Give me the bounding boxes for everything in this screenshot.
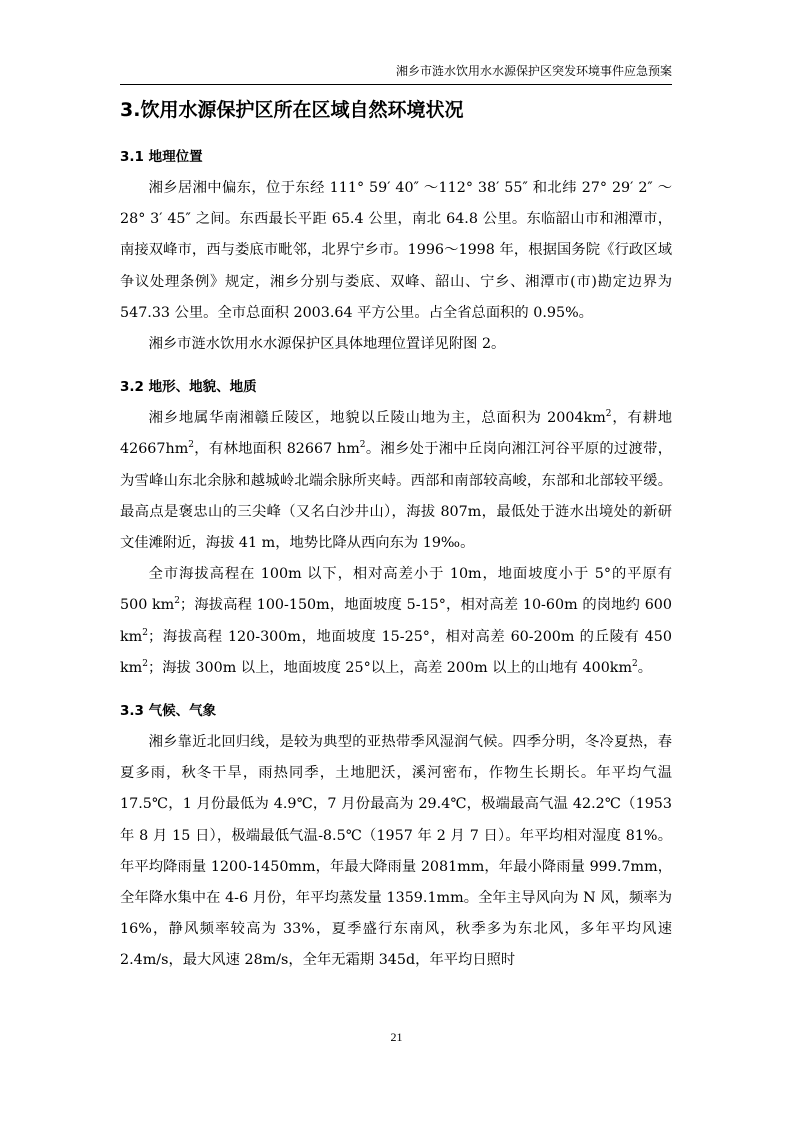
text-run: ；海拔 300m 以上，地面坡度 25°以上，高差 200m 以上的山地有 400km <box>147 659 633 676</box>
text-run: ；海拔高程 120-300m，地面坡度 15-25°，相对高差 60-200m 的丘陵有 450 km <box>120 628 672 676</box>
superscript: 2 <box>174 596 180 607</box>
section-heading-3-2: 3.2 地形、地貌、地质 <box>120 379 257 396</box>
paragraph-climate: 湘乡靠近北回归线，是较为典型的亚热带季风湿润气候。四季分明，冬冷夏热，春夏多雨，秋冬干旱，雨热同季，土地肥沃，溪河密布，作物生长期长。年平均气温 17.5℃，1 月份最低为 4.9℃，7 月份最高为 29.4℃，极端最高气温 42.2℃（1953 年 8 月 15 日），极端最低气温-8.5℃（1957 年 2 月 7 日）。年平均相对湿度 81%。年平均降雨量 1200-1450mm，年最大降雨量 2081mm，年最小降雨量 999.7mm，全年降水集中在 4-6 月份，年平均蒸发量 1359.1mm。全年主导风向为 N 风，频率为 16%，静风频率较高为 33%，夏季盛行东南风，秋季多为东北风，多年平均风速 2.4m/s，最大风速 28m/s，全年无霜期 345d，年平均日照时 <box>120 734 672 969</box>
superscript: 2 <box>142 659 148 670</box>
page-number: 21 <box>390 1030 403 1044</box>
text-run: ，有林地面积 82667 hm <box>193 441 360 458</box>
header-rule <box>120 84 672 85</box>
section-heading-3-3: 3.3 气候、气象 <box>120 703 217 720</box>
text-run: ，有耕地 42667hm <box>120 410 672 458</box>
superscript: 2 <box>359 440 366 451</box>
superscript: 2 <box>142 627 148 638</box>
paragraph-location: 湘乡居湘中偏东，位于东经 111° 59′ 40″ ～112° 38′ 55″ 和北纬 27° 29′ 2″ ～28° 3′ 45″ 之间。东西最长平距 65.4 公里，南北 64.8 公里。东临韶山市和湘潭市，南接双峰市，西与娄底市毗邻，北界宁乡市。1996～1998 年，根据国务院《行政区域争议处理条例》规定，湘乡分别与娄底、双峰、韶山、宁乡、湘潭市(市)勘定边界为 547.33 公里。全市总面积 2003.64 平方公里。占全省总面积的 0.95%。 <box>120 180 672 321</box>
chapter-title: 3.饮用水源保护区所在区域自然环境状况 <box>120 99 464 121</box>
text-run: 全市海拔高程在 100m 以下，相对高差小于 10m，地面坡度小于 5°的平原有 500 km <box>120 566 672 614</box>
running-header: 湘乡市涟水饮用水水源保护区突发环境事件应急预案 <box>395 64 672 78</box>
page-body <box>120 92 672 977</box>
superscript: 2 <box>188 440 194 451</box>
text-run: 湘乡地属华南湘赣丘陵区，地貌以丘陵山地为主，总面积为 2004km <box>148 410 606 427</box>
text-run: 。 <box>637 659 653 676</box>
superscript: 2 <box>632 659 638 670</box>
paragraph-location-map-ref: 湘乡市涟水饮用水水源保护区具体地理位置详见附图 2。 <box>148 336 506 353</box>
text-run: 。湘乡处于湘中丘岗向湘江河谷平原的过渡带，为雪峰山东北余脉和越城岭北端余脉所夹峙。西部和南部较高峻，东部和北部较平缓。最高点是褒忠山的三尖峰（又名白沙井山），海拔 807m，最低处于涟水出境处的新研文佳滩附近，海拔 41 m，地势比降从西向东为 19‰。 <box>120 441 672 552</box>
paragraph-elevation <box>120 559 672 684</box>
paragraph-terrain <box>120 403 672 559</box>
text-run: ；海拔高程 100-150m，地面坡度 5-15°，相对高差 10-60m 的岗地约 600 km <box>120 597 672 645</box>
superscript: 2 <box>605 409 612 420</box>
section-heading-3-1: 3.1 地理位置 <box>120 149 203 165</box>
